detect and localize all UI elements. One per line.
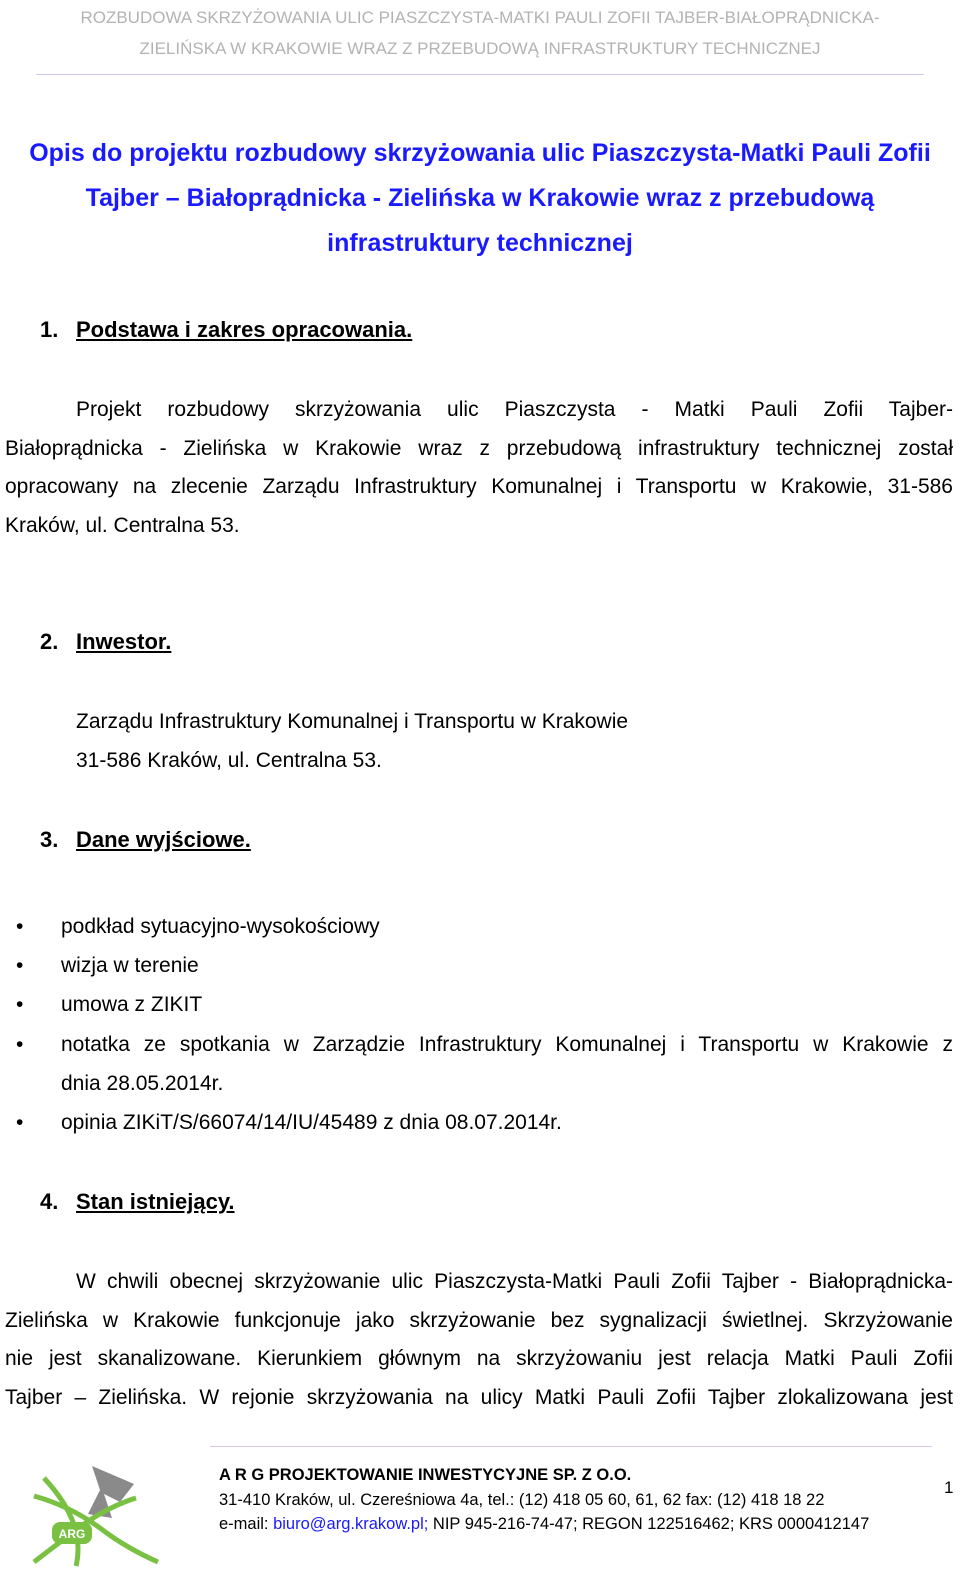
section-1-heading: [40, 317, 412, 343]
section-number: 3.: [40, 827, 59, 852]
section-title: Dane wyjściowe.: [76, 827, 251, 852]
list-item: • umowa z ZIKIT: [0, 985, 960, 1024]
list-item: • opinia ZIKiT/S/66074/14/IU/45489 z dnia 08.07.2014r.: [0, 1103, 960, 1142]
section-title: Inwestor.: [76, 629, 172, 654]
investor-address: 31-586 Kraków, ul. Centralna 53.: [76, 748, 382, 772]
paragraph-line: Zielińska w Krakowie funkcjonuje jako skrzyżowanie bez sygnalizacji świetlnej. Skrzyżowanie: [5, 1308, 953, 1332]
section-1-paragraph: [5, 391, 953, 545]
paragraph-line: Tajber – Zielińska. W rejonie skrzyżowania na ulicy Matki Pauli Zofii Tajber zlokalizowana jest: [5, 1385, 953, 1409]
title-line-1: Opis do projektu rozbudowy skrzyżowania ulic Piaszczysta-Matki Pauli Zofii: [29, 139, 931, 167]
footer-divider: [210, 1446, 932, 1447]
paragraph-line: Białoprądnicka - Zielińska w Krakowie wraz z przebudową infrastruktury technicznej został: [5, 436, 953, 460]
section-number: 4.: [40, 1189, 59, 1214]
email-label: e-mail:: [219, 1515, 274, 1533]
list-item: • notatka ze spotkania w Zarządzie Infrastruktury Komunalnej i Transportu w Krakowie z dnia 28.05.2014r.: [0, 1025, 960, 1103]
paragraph-line: nie jest skanalizowane. Kierunkiem głównym na skrzyżowaniu jest relacja Matki Pauli Zofii: [5, 1347, 953, 1371]
paragraph-line: Kraków, ul. Centralna 53.: [5, 513, 240, 537]
input-data-list: [0, 907, 960, 1142]
section-number: 2.: [40, 629, 59, 654]
company-address: 31-410 Kraków, ul. Czereśniowa 4a, tel.: (12) 418 05 60, 61, 62 fax: (12) 418 18 22: [219, 1490, 825, 1509]
arg-logo: [30, 1462, 162, 1567]
section-title: Stan istniejący.: [76, 1189, 235, 1214]
list-item: • wizja w terenie: [0, 946, 960, 985]
section-number: 1.: [40, 317, 59, 342]
company-contact: [219, 1512, 949, 1537]
header-line-1: ROZBUDOWA SKRZYŻOWANIA ULIC PIASZCZYSTA-MATKI PAULI ZOFII TAJBER-BIAŁOPRĄDNICKA-: [80, 8, 880, 27]
document-title: [0, 131, 960, 266]
footer-company-info: [219, 1463, 949, 1537]
section-3-heading: [40, 827, 251, 853]
company-name: A R G PROJEKTOWANIE INWESTYCYJNE SP. Z O.O.: [219, 1466, 632, 1484]
header-line-2: ZIELIŃSKA W KRAKOWIE WRAZ Z PRZEBUDOWĄ INFRASTRUKTURY TECHNICZNEJ: [139, 39, 821, 58]
section-title: Podstawa i zakres opracowania.: [76, 317, 413, 342]
section-2-heading: [40, 629, 171, 655]
title-line-2: Tajber – Białoprądnicka - Zielińska w Krakowie wraz z przebudową: [85, 184, 875, 212]
section-4-paragraph: [5, 1263, 953, 1417]
logo-roads: [34, 1478, 158, 1566]
email-link[interactable]: biuro@arg.krakow.pl;: [273, 1515, 429, 1533]
running-header: [0, 2, 960, 64]
page-number: 1: [944, 1478, 954, 1497]
investor-block: [76, 703, 628, 780]
title-line-3: infrastruktury technicznej: [327, 229, 633, 257]
investor-name: Zarządu Infrastruktury Komunalnej i Transportu w Krakowie: [76, 710, 629, 733]
logo-text: ARG: [58, 1527, 86, 1541]
paragraph-line: opracowany na zlecenie Zarządu Infrastruktury Komunalnej i Transportu w Krakowie, 31-586: [5, 475, 953, 499]
paragraph-line: Projekt rozbudowy skrzyżowania ulic Piaszczysta - Matki Pauli Zofii Tajber-: [76, 398, 953, 421]
list-item: • podkład sytuacyjno-wysokościowy: [0, 907, 960, 946]
header-divider: [36, 74, 924, 75]
section-4-heading: [40, 1189, 235, 1215]
registry-numbers: NIP 945-216-74-47; REGON 122516462; KRS 0000412147: [428, 1515, 870, 1533]
paragraph-line: W chwili obecnej skrzyżowanie ulic Piaszczysta-Matki Pauli Zofii Tajber - Białoprądnicka-: [76, 1270, 953, 1293]
